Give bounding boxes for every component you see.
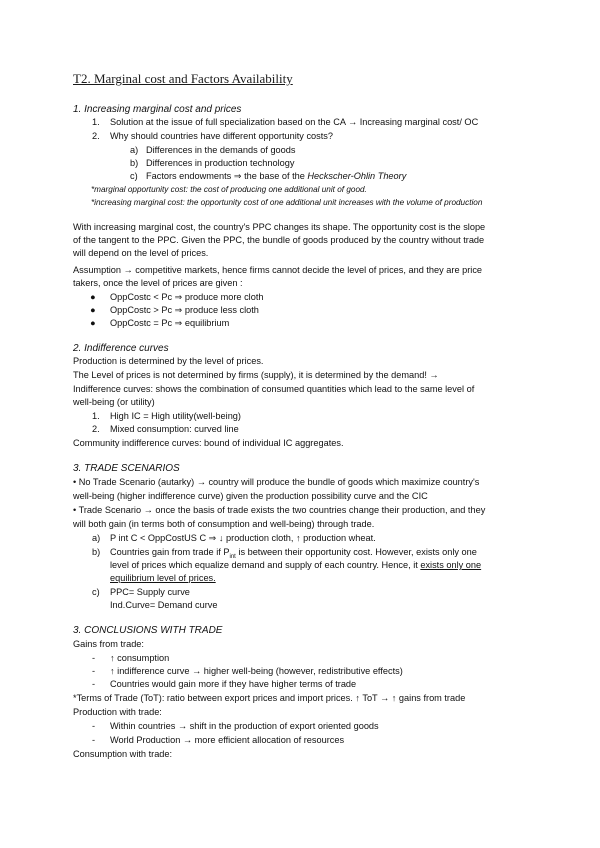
paragraph-line: The Level of prices is not determined by firms (supply), it is determined by the demand! → <box>73 370 439 380</box>
paragraph-line: Assumption → competitive markets, hence firms cannot decide the level of prices, and they are price <box>73 265 483 275</box>
dash-icon: - <box>92 666 96 676</box>
footnote: *increasing marginal cost: the opportunity cost of one additional unit increases with the volume of production <box>91 198 483 207</box>
theory-name: Heckscher-Ohlin Theory <box>307 171 407 181</box>
dash-icon: - <box>92 735 96 745</box>
paragraph-line: *Terms of Trade (ToT): ratio between export prices and import prices. ↑ ToT → ↑ gains from trade <box>73 693 466 703</box>
sublist-letter: c) <box>130 171 138 181</box>
paragraph-line: of the tangent to the PPC. Given the PPC, the bundle of goods produced by the country without trade <box>73 235 485 245</box>
dash-icon: - <box>92 721 96 731</box>
paragraph-line: well-being (or utility) <box>73 397 155 407</box>
paragraph-line: Production with trade: <box>73 707 162 717</box>
footnote: *marginal opportunity cost: the cost of producing one additional unit of good. <box>91 185 367 194</box>
sublist-item: Differences in the demands of goods <box>146 145 296 155</box>
list-number: 2. <box>92 131 100 141</box>
sublist-item: P int C < OppCostUS C ⇒ ↓ production cloth, ↑ production wheat. <box>110 533 376 543</box>
paragraph-line: Production is determined by the level of prices. <box>73 356 264 366</box>
bullet-item: OppCostc = Pc ⇒ equilibrium <box>110 318 230 328</box>
list-number: 1. <box>92 117 100 127</box>
bullet-item: OppCostc > Pc ⇒ produce less cloth <box>110 305 259 315</box>
paragraph-line: With increasing marginal cost, the country's PPC changes its shape. The opportunity cost is the slope <box>73 222 486 232</box>
sublist-item: Differences in production technology <box>146 158 295 168</box>
dash-icon: - <box>92 679 96 689</box>
list-item: World Production → more efficient allocation of resources <box>110 735 345 745</box>
sublist-letter: a) <box>92 533 101 543</box>
section-heading-conclusions: 3. CONCLUSIONS WITH TRADE <box>73 625 223 636</box>
list-item: Solution at the issue of full specialization based on the CA → Increasing marginal cost/ OC <box>110 117 479 127</box>
paragraph-line: well-being (higher indifference curve) given the production possibility curve and the CIC <box>73 491 428 501</box>
list-item: Mixed consumption: curved line <box>110 424 239 434</box>
sublist-letter: b) <box>92 547 101 557</box>
sublist-item: Ind.Curve= Demand curve <box>110 600 218 610</box>
list-item: ↑ consumption <box>110 653 170 663</box>
list-item: Within countries → shift in the production of export oriented goods <box>110 721 379 731</box>
bullet-icon: ● <box>90 318 96 328</box>
sublist-letter: c) <box>92 587 100 597</box>
sublist-item: Factors endowments ⇒ the base of the Heckscher-Ohlin Theory <box>146 171 407 181</box>
sublist-item: Countries gain from trade if $P_{int}$ is between their opportunity cost. However, exists only one <box>110 547 477 560</box>
bullet-item: OppCostc < Pc ⇒ produce more cloth <box>110 292 264 302</box>
paragraph-line: Consumption with trade: <box>73 749 173 759</box>
list-item: High IC = High utility(well-being) <box>110 411 241 421</box>
page-title: T2. Marginal cost and Factors Availability <box>73 71 293 86</box>
paragraph-line: takers, once the level of prices are given : <box>73 278 243 288</box>
list-number: 1. <box>92 411 100 421</box>
sublist-item: equilibrium level of prices. <box>110 573 216 583</box>
paragraph-line: will both gain (in terms both of consumption and well-being) through trade. <box>73 519 375 529</box>
sublist-item: level of prices which equalize demand and supply of each country. Hence, it exists only one <box>110 560 482 570</box>
dash-icon: - <box>92 653 96 663</box>
bullet-icon: ● <box>90 292 96 302</box>
section-heading-indifference: 2. Indifference curves <box>73 343 169 354</box>
paragraph-line: • Trade Scenario → once the basis of trade exists the two countries change their production, and they <box>73 505 486 515</box>
sublist-letter: b) <box>130 158 139 168</box>
paragraph-line: Community indifference curves: bound of individual IC aggregates. <box>73 438 344 448</box>
sublist-item: PPC= Supply curve <box>110 587 190 597</box>
bullet-icon: ● <box>90 305 96 315</box>
section-heading-marginal-cost: 1. Increasing marginal cost and prices <box>73 104 242 115</box>
paragraph-line: • No Trade Scenario (autarky) → country will produce the bundle of goods which maximize country's <box>73 477 480 487</box>
paragraph-line: will depend on the level of prices. <box>73 248 209 258</box>
section-heading-trade-scenarios: 3. TRADE SCENARIOS <box>73 463 180 474</box>
list-item: Why should countries have different opportunity costs? <box>110 131 334 141</box>
sublist-letter: a) <box>130 145 139 155</box>
paragraph-line: Indifference curves: shows the combination of consumed quantities which lead to the same level of <box>73 384 475 394</box>
list-item: Countries would gain more if they have higher terms of trade <box>110 679 357 689</box>
paragraph-line: Gains from trade: <box>73 639 144 649</box>
list-item: ↑ indifference curve → higher well-being (however, redistributive effects) <box>110 666 403 676</box>
list-number: 2. <box>92 424 100 434</box>
